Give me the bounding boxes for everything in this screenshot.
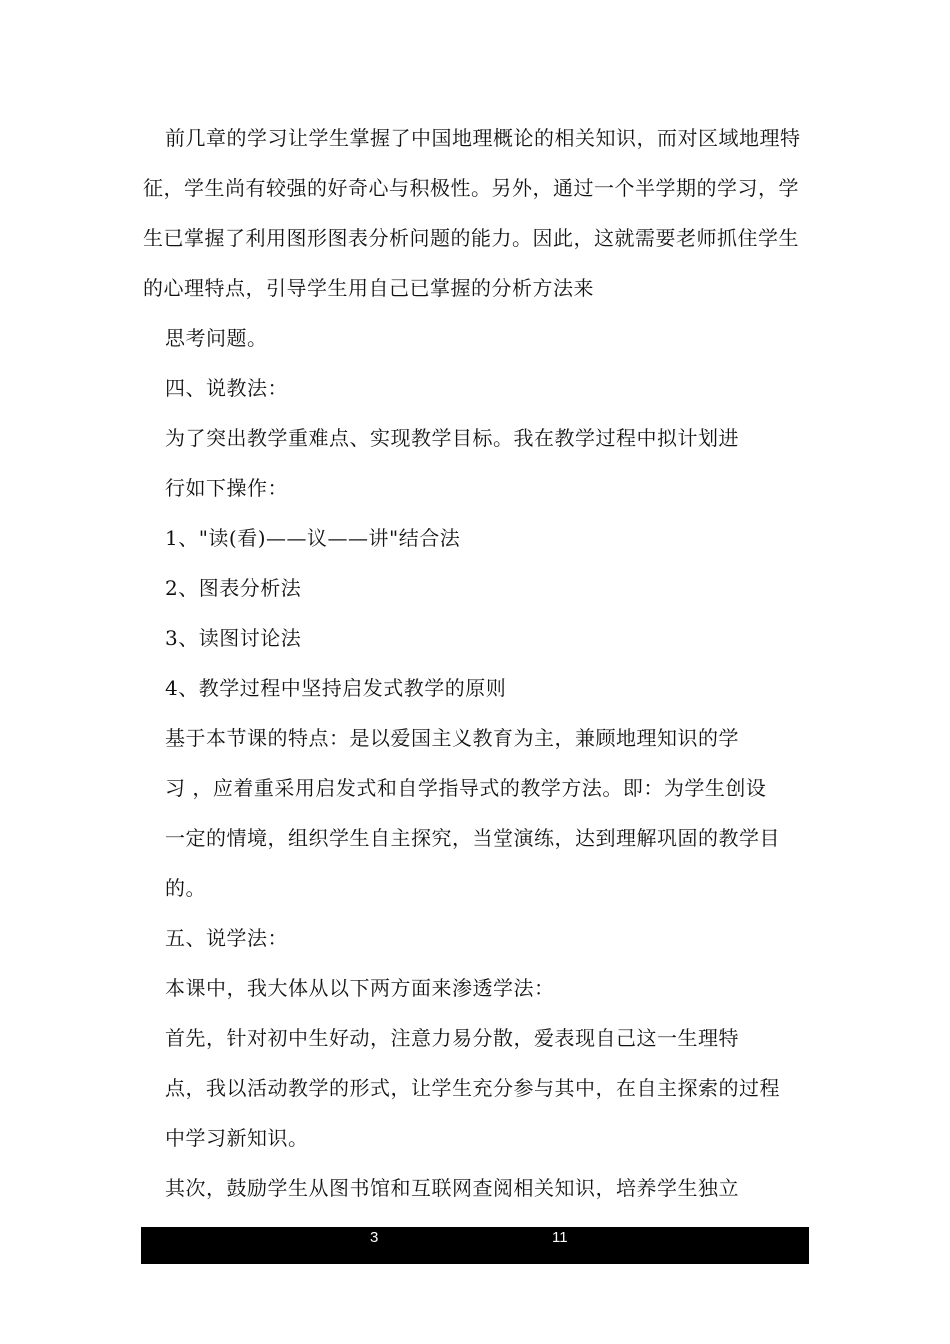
list-item-3: 3、读图讨论法 <box>165 626 302 650</box>
text-line-16: 的。 <box>165 876 206 900</box>
text-line-4: 的心理特点，引导学生用自己已掌握的分析方法来 <box>143 276 594 300</box>
list-item-1: 1、"读(看)——议——讲"结合法 <box>165 526 461 550</box>
section-heading-learning-method: 五、说学法： <box>165 926 288 950</box>
text-line-14: 习 ，应着重采用启发式和自学指导式的教学方法。即：为学生创设 <box>165 776 767 800</box>
text-line-8: 行如下操作： <box>165 476 288 500</box>
text-line-5: 思考问题。 <box>165 326 268 350</box>
text-line-7: 为了突出教学重难点、实现教学目标。我在教学过程中拟计划进 <box>165 426 739 450</box>
section-heading-teaching-method: 四、说教法： <box>165 376 288 400</box>
text-line-22: 其次，鼓励学生从图书馆和互联网查阅相关知识，培养学生独立 <box>165 1176 739 1200</box>
text-line-20: 点，我以活动教学的形式，让学生充分参与其中，在自主探索的过程 <box>165 1076 780 1100</box>
text-line-13: 基于本节课的特点：是以爱国主义教育为主，兼顾地理知识的学 <box>165 726 739 750</box>
text-line-19: 首先，针对初中生好动，注意力易分散，爱表现自己这一生理特 <box>165 1026 739 1050</box>
text-line-3: 生已掌握了利用图形图表分析问题的能力。因此，这就需要老师抓住学生 <box>143 226 799 250</box>
text-line-2: 征，学生尚有较强的好奇心与积极性。另外，通过一个半学期的学习，学 <box>143 176 799 200</box>
text-line-18: 本课中，我大体从以下两方面来渗透学法： <box>165 976 555 1000</box>
text-line-21: 中学习新知识。 <box>165 1126 309 1150</box>
current-page-number: 3 <box>370 1229 379 1246</box>
total-pages-number: 11 <box>552 1229 568 1246</box>
text-line-15: 一定的情境，组织学生自主探究，当堂演练，达到理解巩固的教学目 <box>165 826 780 850</box>
list-item-2: 2、图表分析法 <box>165 576 302 600</box>
page-footer-bar <box>141 1227 809 1264</box>
text-line-1: 前几章的学习让学生掌握了中国地理概论的相关知识，而对区域地理特 <box>165 126 801 150</box>
list-item-4: 4、教学过程中坚持启发式教学的原则 <box>165 676 507 700</box>
